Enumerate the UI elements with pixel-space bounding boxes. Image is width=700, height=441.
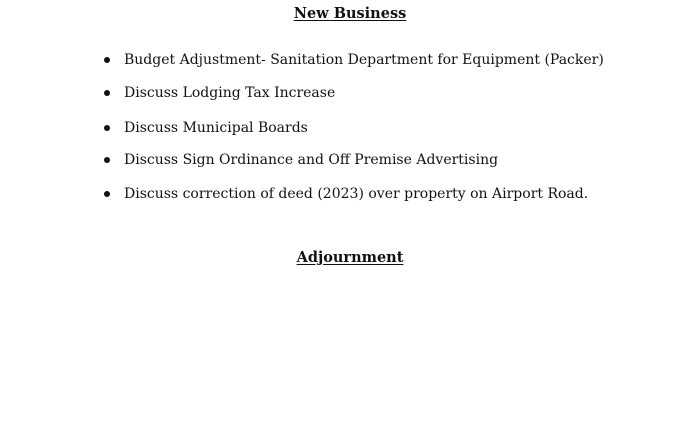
- agenda-item: [100, 50, 680, 70]
- adjournment-heading: Adjournment: [296, 249, 404, 266]
- agenda-item: [100, 150, 680, 170]
- bullet-dot-icon: [104, 191, 110, 197]
- agenda-item-text: Discuss Municipal Boards: [124, 120, 308, 136]
- new-business-heading: New Business: [293, 5, 407, 22]
- bullet-dot-icon: [104, 157, 110, 163]
- agenda-item-text: Discuss correction of deed (2023) over property on Airport Road.: [124, 186, 589, 202]
- agenda-item-text: Budget Adjustment- Sanitation Department for Equipment (Packer): [124, 52, 604, 68]
- bullet-dot-icon: [104, 90, 110, 96]
- agenda-item-text: Discuss Sign Ordinance and Off Premise Advertising: [124, 152, 499, 168]
- agenda-item-text: Discuss Lodging Tax Increase: [124, 85, 336, 101]
- agenda-item: [100, 118, 680, 138]
- agenda-item: [100, 83, 680, 103]
- bullet-dot-icon: [104, 57, 110, 63]
- agenda-item: [100, 184, 680, 204]
- bullet-dot-icon: [104, 125, 110, 131]
